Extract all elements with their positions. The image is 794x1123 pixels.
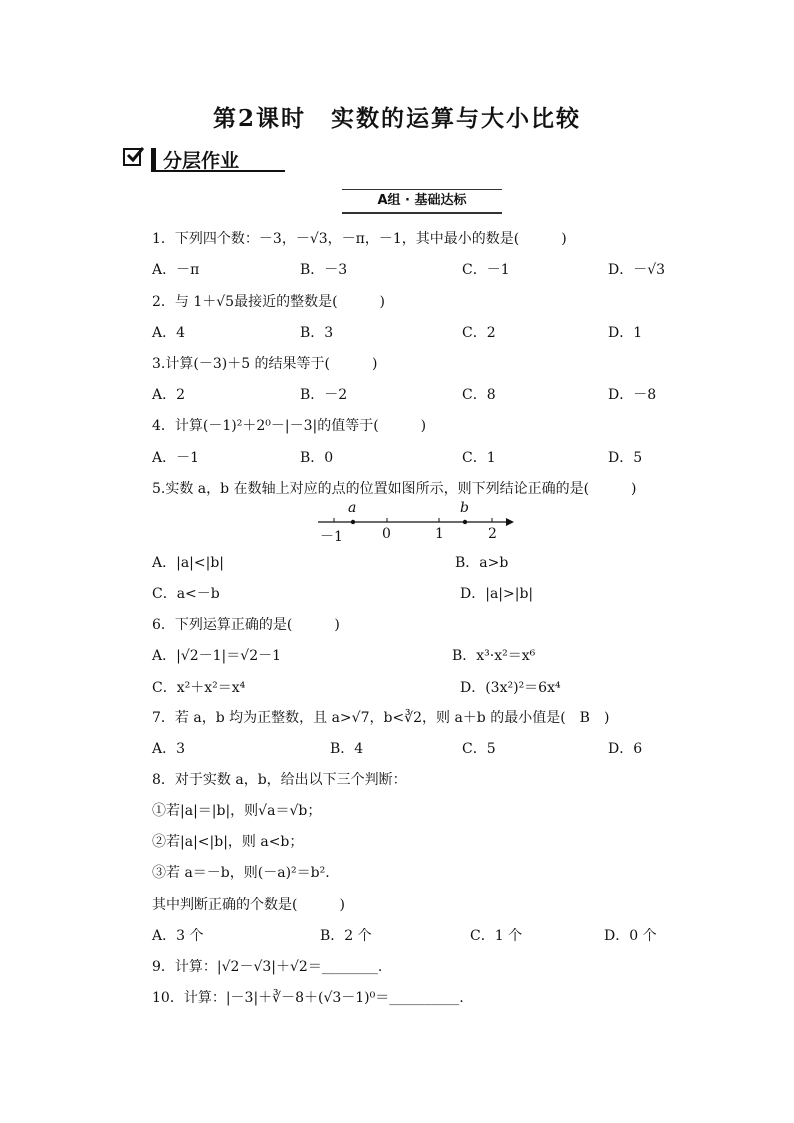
page-title: 第2课时 实数的运算与大小比较 [212, 105, 581, 132]
q3-option-d: D．－8 [608, 387, 657, 403]
q5-option-d: D．|a|>|b| [460, 586, 534, 602]
point-b-label: b [460, 500, 469, 516]
question-3-stem: 3.计算(－3)＋5 的结果等于( ) [152, 356, 378, 372]
q1-option-d: D．－√3 [608, 262, 666, 278]
point-a-label: a [348, 500, 357, 516]
question-4-stem: 4．计算(－1)²＋2⁰－|－3|的值等于( ) [152, 418, 427, 434]
q8-tail: 其中判断正确的个数是( ) [152, 897, 345, 913]
q7-option-a: A．3 [152, 741, 186, 757]
q7-option-d: D．6 [608, 741, 643, 757]
checkbox-icon [123, 148, 141, 166]
q3-option-b: B．－2 [300, 387, 348, 403]
q5-option-b: B．a>b [455, 555, 509, 571]
q5-option-c: C．a<－b [152, 586, 220, 602]
question-9-stem: 9．计算：|√2－√3|＋√2＝________. [152, 959, 383, 975]
q4-option-a: A．－1 [152, 450, 200, 466]
q8-judgement-1: ①若|a|＝|b|，则√a＝√b； [152, 803, 322, 819]
q6-option-d: D．(3x²)²＝6x⁴ [460, 680, 561, 696]
tick-label-2: 2 [488, 526, 497, 542]
q6-option-a: A．|√2－1|＝√2－1 [152, 648, 282, 664]
q6-option-c: C．x²＋x²＝x⁴ [152, 680, 246, 696]
q8-option-b: B．2 个 [320, 928, 372, 944]
section-title: 分层作业 [163, 150, 240, 172]
q2-option-c: C．2 [462, 325, 496, 341]
q4-option-b: B．0 [300, 450, 334, 466]
tick-label-1: 1 [435, 526, 444, 542]
section-title-box [151, 146, 285, 172]
q7-option-c: C．5 [462, 741, 496, 757]
q5-option-a: A．|a|<|b| [152, 555, 225, 571]
question-6-stem: 6．下列运算正确的是( ) [152, 617, 340, 633]
q8-judgement-2: ②若|a|<|b|，则 a<b； [152, 834, 304, 850]
question-7-stem: 7．若 a，b 均为正整数，且 a>√7，b<∛2，则 a＋b 的最小值是( B ) [152, 710, 610, 726]
q3-option-c: C．8 [462, 387, 496, 403]
q1-option-c: C．－1 [462, 262, 510, 278]
question-8-stem: 8．对于实数 a，b，给出以下三个判断： [152, 772, 407, 788]
q7-option-b: B．4 [330, 741, 364, 757]
q4-option-d: D．5 [608, 450, 643, 466]
q2-option-d: D．1 [608, 325, 643, 341]
q8-option-a: A．3 个 [152, 928, 204, 944]
q6-option-b: B．x³·x²＝x⁶ [452, 648, 536, 664]
tick-label-0: 0 [382, 526, 391, 542]
question-1-stem: 1．下列四个数：－3，－√3，－π，－1，其中最小的数是( ) [152, 231, 567, 247]
question-5-stem: 5.实数 a，b 在数轴上对应的点的位置如图所示，则下列结论正确的是( ) [152, 481, 637, 497]
group-label: A组 · 基础达标 [342, 189, 502, 214]
number-line [318, 502, 518, 548]
question-2-stem: 2．与 1＋√5最接近的整数是( ) [152, 294, 386, 310]
q8-option-d: D．0 个 [604, 928, 657, 944]
tick-label-minus-1: －1 [320, 529, 343, 545]
q4-option-c: C．1 [462, 450, 496, 466]
q3-option-a: A．2 [152, 387, 186, 403]
q2-option-b: B．3 [300, 325, 334, 341]
question-10-stem: 10．计算：|－3|＋∛－8＋(√3－1)⁰＝__________. [152, 990, 464, 1006]
q2-option-a: A．4 [152, 325, 186, 341]
q1-option-a: A．－π [152, 262, 200, 278]
q1-option-b: B．－3 [300, 262, 348, 278]
q8-option-c: C．1 个 [470, 928, 523, 944]
q8-judgement-3: ③若 a＝－b，则(－a)²＝b². [152, 865, 330, 881]
